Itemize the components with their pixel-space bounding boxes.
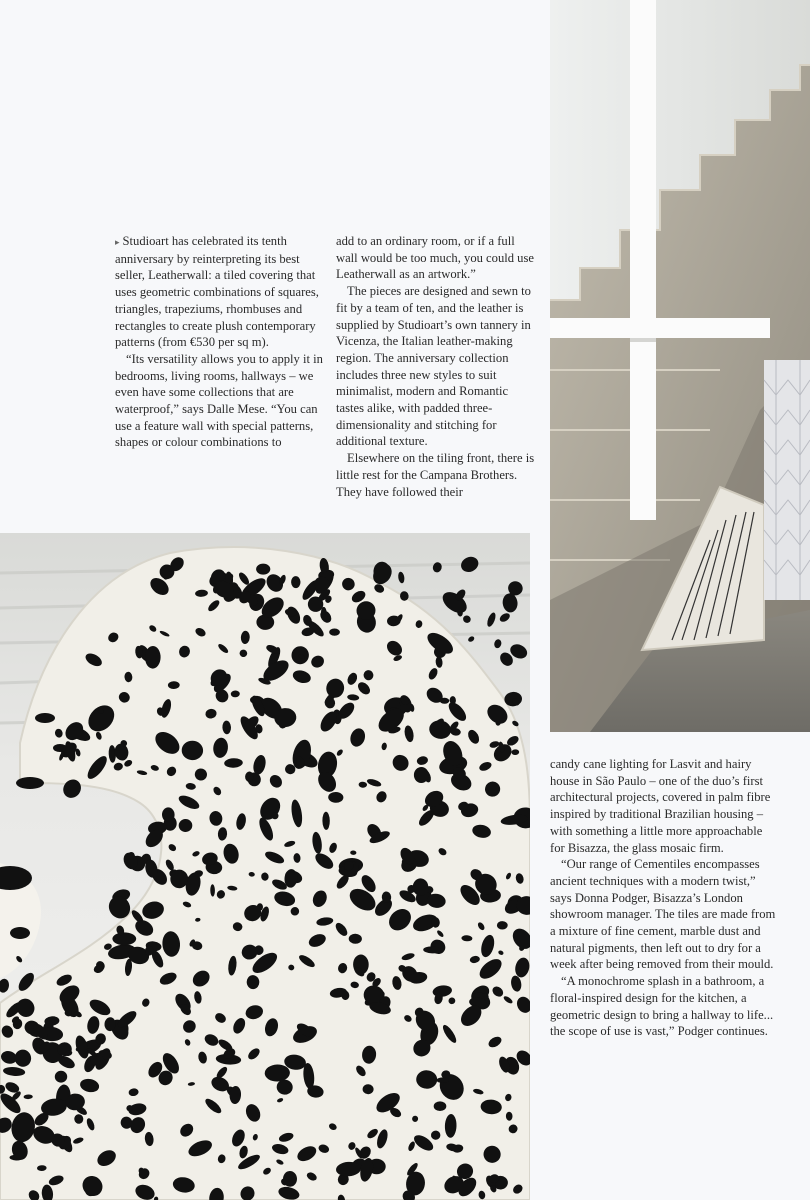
leopard-spot xyxy=(434,1101,447,1111)
leopard-spot xyxy=(112,932,136,945)
paragraph: candy cane lighting for Lasvit and hairy house in São Paulo – one of the duo’s first architectural projects, covered in palm fibre inspired by traditional Brazilian housing – with something a little more approachable for Bisazza, the glass mosaic firm. xyxy=(550,757,771,855)
paragraph: The pieces are designed and sewn to fit by a team of ten, and the leather is supplied by Studioart’s own tannery in Vicenza, the Italian leather-making region. The anniversary collection includes three new styles to suit minimalist, modern and Romantic tastes alike, with padded three-dimensionality and stitching for additional texture. xyxy=(336,284,531,449)
paragraph-text: Studioart has celebrated its tenth anniversary by reinterpreting its best seller, Leatherwall: a tiled covering that uses geometric combinations of squares, triangles, trapeziums, rhombuses and rectangles to create plush contemporary patterns (from €530 per sq m). xyxy=(115,234,319,350)
leopard-artwork xyxy=(0,533,530,1200)
paragraph: “Its versatility allows you to apply it in bedrooms, living rooms, hallways – we even have some collections that are waterproof,” says Dalle Mese. “You can use a feature wall with special patterns, shapes or colour combinations to xyxy=(115,351,323,450)
paragraph: Elsewhere on the tiling front, there is little rest for the Campana Brothers. They have followed their xyxy=(336,451,535,499)
leopard-spot xyxy=(55,1071,67,1083)
paragraph: “Our range of Cementiles encompasses ancient techniques with a modern twist,” says Donna Podger, Bisazza’s London showroom manager. The tiles are made from a mixture of fine cement, marble dust and natural pigments, then left out to dry for a week after being removed from their mould. xyxy=(550,857,776,972)
paragraph xyxy=(115,233,323,351)
leopard-illustration xyxy=(0,533,530,1200)
article-column-2 xyxy=(336,233,536,500)
leopard-face-mark xyxy=(35,713,55,723)
article-column-3 xyxy=(550,756,780,1040)
staircase-photo xyxy=(550,0,810,732)
staircase-illustration xyxy=(550,0,810,732)
article-column-1 xyxy=(115,233,323,451)
triangle-bullet-icon: ▸ xyxy=(115,237,120,247)
leopard-face-mark xyxy=(16,777,44,789)
paragraph: add to an ordinary room, or if a full wall would be too much, you could use Leatherwall as an artwork.” xyxy=(336,234,534,282)
leopard-face-mark xyxy=(53,744,67,752)
paragraph: “A monochrome splash in a bathroom, a floral-inspired design for the kitchen, a geometric design to bring a hallway to life... the scope of use is vast,” Podger continues. xyxy=(550,974,774,1039)
leopard-face-mark xyxy=(10,927,30,939)
leopard-spot xyxy=(256,564,270,575)
